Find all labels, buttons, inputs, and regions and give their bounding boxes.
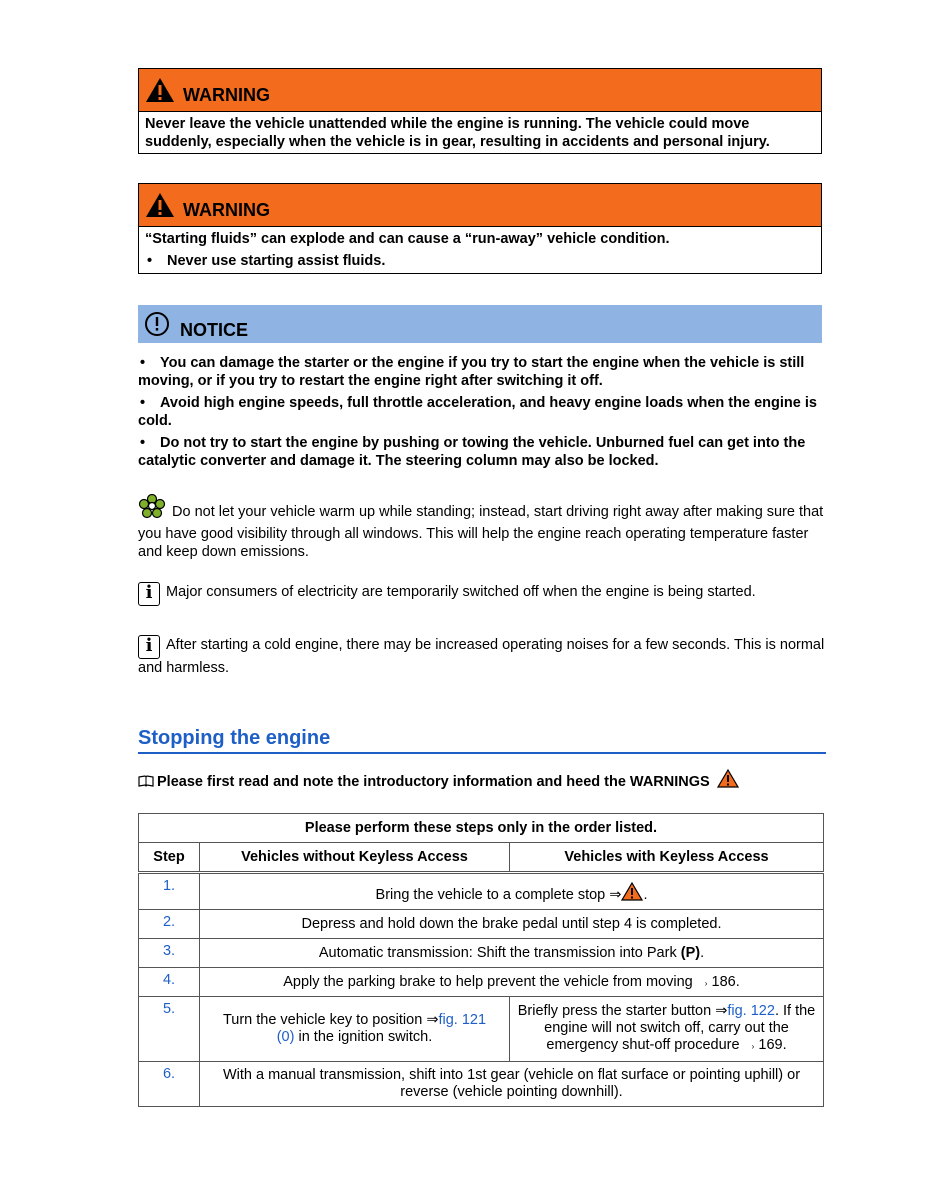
table-header: Step xyxy=(139,843,200,873)
warning-bullet xyxy=(145,252,815,270)
notice-item-text: Do not try to start the engine by pushing or towing the vehicle. Unburned fuel can get into the catalytic converter and damage it. The steering column may also be locked. xyxy=(138,435,806,469)
bullet-dot: • xyxy=(147,253,153,269)
step-text-main: Briefly press the starter button ⇒ xyxy=(517,1003,728,1019)
notice-item-text: You can damage the starter or the engine if you try to start the engine when the vehicle is still moving, or if you try to restart the engine right after switching it off. xyxy=(138,355,805,389)
section-title: Stopping the engine xyxy=(138,727,331,749)
warning-box-1 xyxy=(138,68,822,154)
section-intro-text: Please first read and note the introductory information and heed the WARNINGS xyxy=(157,774,710,790)
step-text-without-keyless xyxy=(200,997,510,1062)
figure-link[interactable]: fig. 122 xyxy=(727,1003,775,1019)
step-text-suffix: . xyxy=(700,945,705,961)
warning-header xyxy=(139,184,821,227)
step-text-suffix: . xyxy=(643,887,648,903)
table-caption-row xyxy=(139,814,824,843)
figure-position-link[interactable]: (0) xyxy=(276,1029,295,1045)
info-icon: i xyxy=(138,582,160,606)
step-text: With a manual transmission, shift into 1st gear (vehicle on flat surface or pointing uphill) or reverse (vehicle pointing downhill). xyxy=(200,1062,824,1107)
eco-flower-icon xyxy=(138,494,166,525)
step-number: 3. xyxy=(139,939,200,968)
table-caption: Please perform these steps only in the order listed. xyxy=(139,814,824,843)
step-number: 5. xyxy=(139,997,200,1062)
table-row xyxy=(139,910,824,939)
warning-triangle-icon xyxy=(145,192,175,222)
eco-note-text: Do not let your vehicle warm up while standing; instead, start driving right away after making sure that you have good visibility through all windows. This will help the engine reach operating temperature faster and keep down emissions. xyxy=(138,504,824,560)
warning-bullet-text: Never use starting assist fluids. xyxy=(167,253,386,269)
notice-list xyxy=(138,354,822,474)
section-rule xyxy=(138,752,826,754)
warning-title: WARNING xyxy=(183,85,270,105)
book-icon xyxy=(138,775,154,791)
step-text-main: Bring the vehicle to a complete stop ⇒ xyxy=(375,887,622,903)
step-number: 2. xyxy=(139,910,200,939)
step-number: 1. xyxy=(139,873,200,910)
table-row xyxy=(139,968,824,997)
notice-item: • Do not try to start the engine by pushing or towing the vehicle. Unburned fuel can get into the catalytic converter and damage it. The steering column may also be locked. xyxy=(138,435,806,469)
warning-triangle-icon xyxy=(717,769,739,792)
step-text xyxy=(200,939,824,968)
info-note-text: Major consumers of electricity are temporarily switched off when the engine is being started. xyxy=(166,584,756,600)
page-ref: 186. xyxy=(711,974,740,990)
info-icon: i xyxy=(138,635,160,659)
step-text-with-keyless xyxy=(510,997,824,1062)
step-text-post: . If the engine will not switch off, carry out the emergency shut-off procedure xyxy=(544,1003,816,1053)
step-number: 4. xyxy=(139,968,200,997)
table-header: Vehicles without Keyless Access xyxy=(200,843,510,873)
step-number: 6. xyxy=(139,1062,200,1107)
table-header-row xyxy=(139,843,824,873)
warning-title: WARNING xyxy=(183,200,270,220)
warning-text: Never leave the vehicle unattended while the engine is running. The vehicle could move suddenly, especially when the vehicle is in gear, resulting in accidents and personal injury. xyxy=(145,116,770,150)
info-note xyxy=(138,635,826,677)
step-text-main: Apply the parking brake to help prevent the vehicle from moving xyxy=(283,974,693,990)
notice-title: NOTICE xyxy=(180,320,249,340)
step-text xyxy=(200,873,824,910)
step-text-post: in the ignition switch. xyxy=(294,1029,433,1045)
table-row xyxy=(139,939,824,968)
section-intro xyxy=(138,769,739,792)
figure-link[interactable]: fig. 121 xyxy=(438,1012,487,1028)
step-text-main: Turn the vehicle key to position ⇒ xyxy=(222,1012,439,1028)
notice-item: • You can damage the starter or the engine if you try to start the engine when the vehicle is still moving, or if you try to restart the engine right after switching it off. xyxy=(138,355,805,389)
warning-triangle-icon xyxy=(145,77,175,107)
info-note xyxy=(138,582,826,606)
table-row xyxy=(139,1062,824,1107)
ref-arrow-icon: › xyxy=(751,1042,755,1051)
notice-item: • Avoid high engine speeds, full throttle acceleration, and heavy engine loads when the engine is cold. xyxy=(138,395,817,429)
page-ref: 169. xyxy=(758,1037,787,1053)
ref-arrow-icon: › xyxy=(704,979,708,988)
warning-triangle-icon xyxy=(621,882,643,905)
exclamation-circle-icon xyxy=(144,311,170,341)
warning-text: “Starting fluids” can explode and can cause a “run-away” vehicle condition. xyxy=(145,231,670,247)
steps-table xyxy=(138,813,824,1107)
notice-item-text: Avoid high engine speeds, full throttle acceleration, and heavy engine loads when the engine is cold. xyxy=(138,395,817,429)
warning-box-2 xyxy=(138,183,822,274)
warning-body xyxy=(139,227,821,274)
table-row xyxy=(139,873,824,910)
step-text: Depress and hold down the brake pedal until step 4 is completed. xyxy=(200,910,824,939)
info-note-text: After starting a cold engine, there may be increased operating noises for a few seconds. This is normal and harmless. xyxy=(138,637,825,676)
step-text-main: Automatic transmission: Shift the transmission into Park xyxy=(318,945,681,961)
step-text xyxy=(200,968,824,997)
table-row xyxy=(139,997,824,1062)
table-header: Vehicles with Keyless Access xyxy=(510,843,824,873)
notice-header xyxy=(138,305,822,343)
warning-header xyxy=(139,69,821,112)
step-text-bold: (P) xyxy=(680,945,701,961)
eco-note xyxy=(138,494,826,561)
